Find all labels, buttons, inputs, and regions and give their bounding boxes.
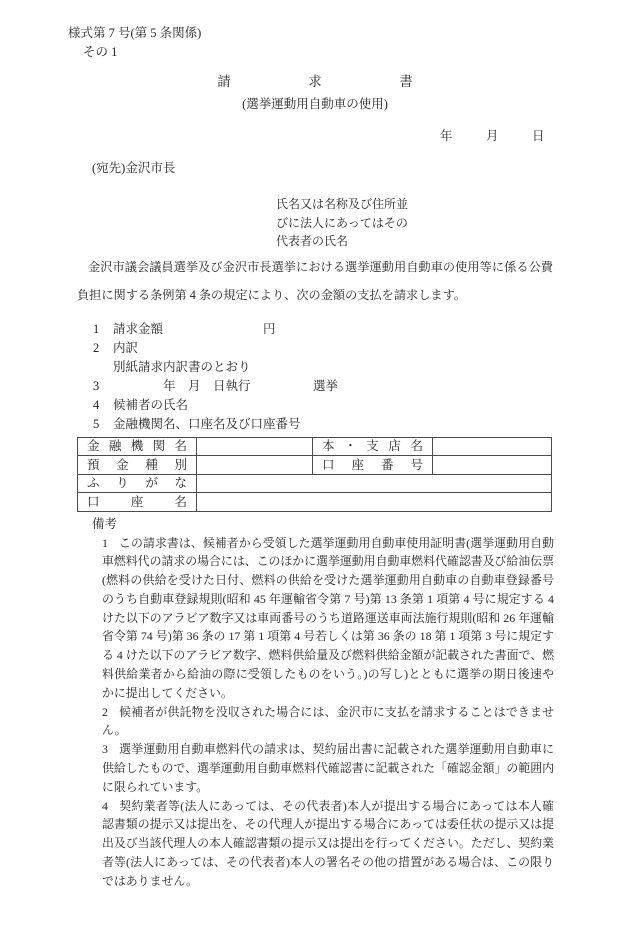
bank-info-table: [77, 437, 552, 512]
account-name-field: [197, 493, 552, 512]
item-text: 年 月 日執行 選挙: [113, 378, 339, 393]
document-page: [0, 24, 630, 927]
deposit-type-label: 預金種別: [78, 456, 197, 475]
item-number: 1: [93, 321, 100, 336]
notes-list: [102, 534, 554, 891]
account-number-field: [433, 456, 552, 475]
item-number: 5: [93, 416, 100, 431]
item-claim-amount: [93, 320, 630, 339]
account-name-label: 口座名: [78, 493, 197, 512]
note-number: 3: [102, 742, 108, 757]
item-text: 金融機関名、口座名及び口座番号: [113, 416, 301, 431]
item-text: 請求金額 円: [113, 321, 276, 336]
item-breakdown-sub: [93, 358, 630, 377]
financial-institution-label: 金融機関名: [78, 437, 197, 456]
note-number: 4: [102, 798, 108, 813]
furigana-label: ふりがな: [78, 474, 197, 493]
note-3: [102, 740, 554, 796]
deposit-type-field: [197, 456, 313, 475]
branch-name-field: [433, 437, 552, 456]
note-text: 契約業者等(法人にあっては、その代表者)本人が提出する場合にあっては本人確認書類の提示又は提出を、その代理人が提出する場合にあっては委任状の提示又は提出及び当該代理人の本人確認書類の提示又は提出を行ってください。ただし、契約業者等(法人にあっては、その代表者)本人の署名その他の措置がある場合は、この限りではありません。: [102, 798, 554, 888]
account-number-label: 口座番号: [313, 456, 433, 475]
name-block-line-2: びに法人にあってはその: [276, 215, 408, 230]
applicant-name-block: [276, 195, 630, 251]
table-row: [78, 493, 552, 512]
table-row: [78, 456, 552, 475]
body-paragraph: 金沢市議会議員選挙及び金沢市長選挙における選挙運動用自動車の使用等に係る公費負担に関する条例第 4 条の規定により、次の金額の支払を請求します。: [77, 259, 553, 302]
note-text: この請求書は、候補者から受領した選挙運動用自動車使用証明書(選挙運動用自動車燃料代の請求の場合には、このほかに選挙運動用自動車燃料代確認書及び給油伝票(燃料の供給を受けた日付、燃料の供給を受けた選挙運動用自動車の自動車登録番号のうち自動車登録規則(昭和 45 年運輸省令第 7 号)第 13 条第 1 項第 4 号に規定する 4 けた以下のアラビア数字又は車両番号のうち道路運送車両法施行規則(昭和 26 年運輸省令第 74 号)第 36 条の 17 第 1 項第 4 号若しくは第 36 条の 18 第 1 項第 3 号に規定する 4 けた以下のアラビア数字、燃料供給量及び燃料供給金額が記載された書面で、燃料供給業者から給油の際に受領したものをいう。)の写し)とともに選挙の期日後速やかに提出してください。: [102, 535, 554, 700]
item-number: 2: [93, 340, 100, 355]
financial-institution-field: [197, 437, 313, 456]
note-1: [102, 534, 554, 703]
note-text: 候補者が供託物を没収された場合には、金沢市に支払を請求することはできません。: [102, 704, 554, 738]
item-election-date: [93, 377, 630, 396]
note-number: 1: [102, 535, 108, 550]
name-block-line-1: 氏名又は名称及び住所並: [276, 197, 409, 211]
item-bank-account: [93, 415, 630, 434]
table-row: [78, 437, 552, 456]
note-number: 2: [102, 704, 108, 719]
item-number: 3: [93, 378, 100, 393]
document-subtitle: (選挙運動用自動車の使用): [242, 97, 388, 111]
request-item-list: [93, 320, 630, 434]
item-text: 候補者の氏名: [113, 397, 189, 412]
note-2: [102, 703, 554, 741]
item-text: 別紙請求内訳書のとおり: [113, 359, 251, 374]
furigana-field: [197, 474, 552, 493]
branch-name-label: 本・支店名: [313, 437, 433, 456]
note-text: 選挙運動用自動車燃料代の請求は、契約届出書に記載された選挙運動用自動車に供給したもので、選挙運動用自動車燃料代確認書に記載された「確認金額」の範囲内に限られています。: [102, 742, 554, 794]
form-subnumber: その 1: [83, 45, 118, 59]
document-title: 請 求 書: [217, 74, 445, 89]
notes-heading: 備考: [92, 516, 118, 531]
name-block-line-3: 代表者の氏名: [276, 234, 349, 248]
item-breakdown: [93, 339, 630, 358]
item-candidate-name: [93, 396, 630, 415]
table-row: [78, 474, 552, 493]
item-text: 内訳: [113, 340, 139, 355]
item-number: 4: [93, 397, 100, 412]
form-number: 様式第 7 号(第 5 条関係): [68, 26, 202, 40]
addressee-line: (宛先)金沢市長: [92, 161, 176, 175]
date-line: 年 月 日: [439, 129, 555, 143]
note-4: [102, 797, 554, 891]
